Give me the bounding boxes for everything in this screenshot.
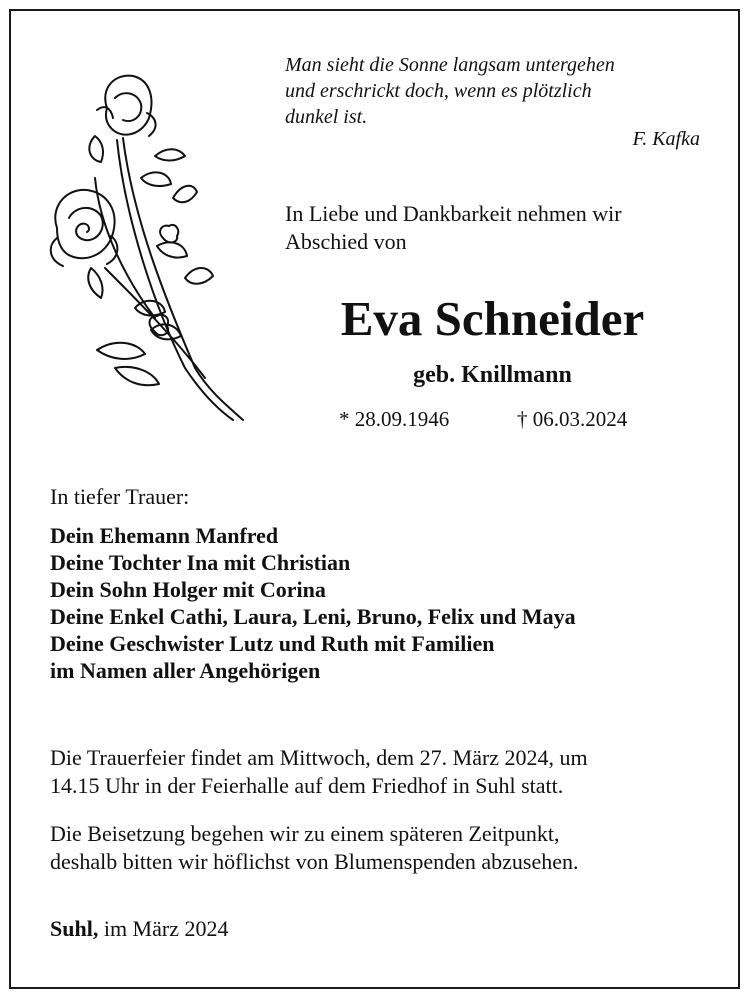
burial-line: Die Beisetzung begehen wir zu einem späteren Zeitpunkt,	[50, 821, 560, 846]
family-list	[50, 522, 576, 684]
quote-line: Man sieht die Sonne langsam untergehen	[285, 54, 615, 76]
farewell-intro	[285, 200, 622, 256]
kafka-quote	[285, 52, 715, 130]
family-member: Deine Tochter Ina mit Christian	[50, 550, 351, 575]
place-date-signature	[50, 916, 228, 942]
quote-author: F. Kafka	[632, 128, 700, 150]
family-member: Deine Geschwister Lutz und Ruth mit Familien	[50, 631, 495, 656]
signature-date: im März 2024	[98, 916, 229, 941]
burial-line: deshalb bitten wir höflichst von Blumenspenden abzusehen.	[50, 849, 579, 874]
family-member: Dein Ehemann Manfred	[50, 523, 279, 548]
rose-drawing-icon	[45, 68, 255, 428]
family-member: Deine Enkel Cathi, Laura, Leni, Bruno, Felix und Maya	[50, 604, 576, 629]
funeral-line: Die Trauerfeier findet am Mittwoch, dem 27. März 2024, um	[50, 745, 588, 770]
quote-line: und erschrickt doch, wenn es plötzlich	[285, 80, 592, 102]
intro-line: In Liebe und Dankbarkeit nehmen wir	[285, 201, 622, 226]
burial-info	[50, 820, 710, 876]
funeral-info	[50, 744, 710, 800]
family-member: Dein Sohn Holger mit Corina	[50, 577, 326, 602]
mourning-label: In tiefer Trauer:	[50, 484, 190, 509]
funeral-line: 14.15 Uhr in der Feierhalle auf dem Friedhof in Suhl statt.	[50, 773, 564, 798]
family-member: im Namen aller Angehörigen	[50, 658, 321, 683]
birth-date: * 28.09.1946	[339, 407, 450, 431]
signature-place: Suhl,	[50, 916, 99, 941]
deceased-name: Eva Schneider	[340, 291, 645, 346]
intro-line: Abschied von	[285, 229, 407, 254]
death-date: † 06.03.2024	[517, 407, 628, 431]
maiden-name: geb. Knillmann	[413, 362, 572, 388]
quote-line: dunkel ist.	[285, 106, 368, 128]
